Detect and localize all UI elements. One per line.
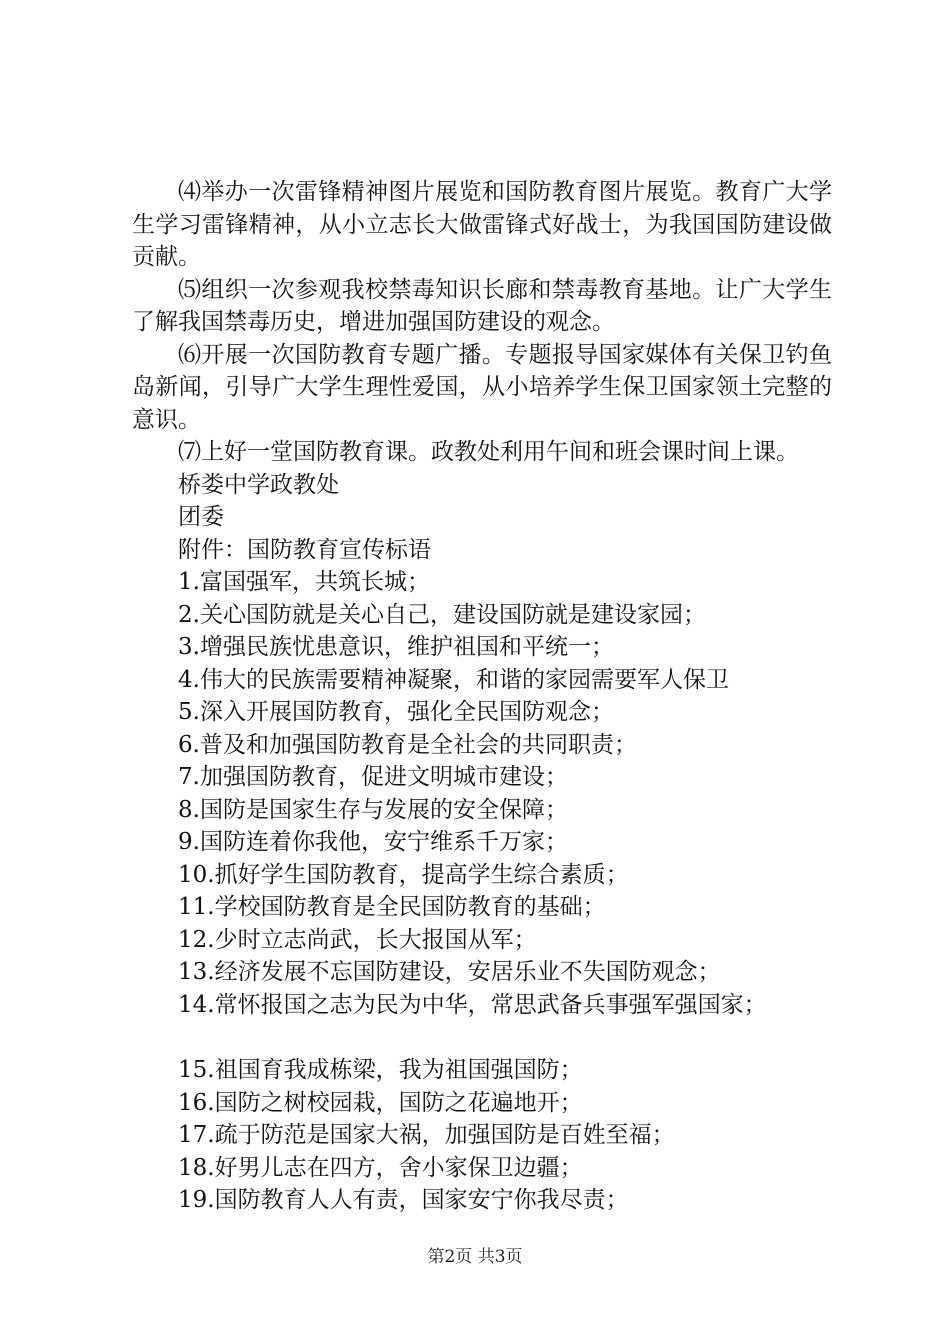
slogan-item: 9.国防连着你我他，安宁维系千万家； bbox=[178, 829, 568, 855]
signature-org: 桥娄中学政教处 bbox=[178, 471, 339, 498]
slogan-item: 19.国防教育人人有责，国家安宁你我尽责； bbox=[178, 1187, 629, 1213]
paragraph-4: ⑷举办一次雷锋精神图片展览和国防教育图片展览。教育广大学生学习雷锋精神，从小立志长大做雷锋式好战士，为我国国防建设做贡献。 bbox=[132, 179, 832, 270]
paragraph-6: ⑹开展一次国防教育专题广播。专题报导国家媒体有关保卫钓鱼岛新闻，引导广大学生理性爱国，从小培养学生保卫国家领土完整的意识。 bbox=[132, 341, 832, 433]
slogan-item: 1.富国强军，共筑长城； bbox=[178, 569, 430, 595]
page-footer: 第2页 共3页 bbox=[427, 1247, 523, 1267]
document-body bbox=[132, 176, 832, 1217]
slogan-item: 7.加强国防教育，促进文明城市建设； bbox=[178, 764, 568, 790]
slogan-item: 13.经济发展不忘国防建设，安居乐业不失国防观念； bbox=[178, 959, 721, 985]
slogan-item: 15.祖国育我成栋梁，我为祖国强国防； bbox=[178, 1057, 583, 1083]
slogan-item: 5.深入开展国防教育，强化全民国防观念； bbox=[178, 699, 614, 725]
blank-line bbox=[132, 1021, 832, 1054]
slogan-item: 3.增强民族忧患意识，维护祖国和平统一； bbox=[178, 634, 614, 660]
signature-org-2: 团委 bbox=[178, 504, 224, 530]
slogan-item: 2.关心国防就是关心自己，建设国防就是建设家园； bbox=[178, 601, 706, 628]
slogan-item: 10.抓好学生国防教育，提高学生综合素质； bbox=[178, 861, 629, 888]
paragraph-7: ⑺上好一堂国防教育课。政教处利用午间和班会课时间上课。 bbox=[178, 439, 799, 465]
slogan-list bbox=[132, 566, 832, 1217]
slogan-item: 16.国防之树校园栽，国防之花遍地开； bbox=[178, 1089, 583, 1116]
slogan-item: 18.好男儿志在四方，舍小家保卫边疆； bbox=[178, 1154, 583, 1181]
attachment-title: 附件：国防教育宣传标语 bbox=[178, 536, 431, 563]
slogan-item: 8.国防是国家生存与发展的安全保障； bbox=[178, 796, 568, 823]
slogan-item: 6.普及和加强国防教育是全社会的共同职责； bbox=[178, 731, 637, 758]
slogan-item: 12.少时立志尚武，长大报国从军； bbox=[178, 926, 537, 953]
slogan-item: 4.伟大的民族需要精神凝聚，和谐的家园需要军人保卫 bbox=[178, 666, 729, 693]
slogan-item: 11.学校国防教育是全民国防教育的基础； bbox=[178, 894, 606, 920]
slogan-item: 17.疏于防范是国家大祸，加强国防是百姓至福； bbox=[178, 1122, 675, 1148]
slogan-item: 14.常怀报国之志为民为中华，常思武备兵事强军强国家； bbox=[178, 991, 767, 1018]
paragraph-5: ⑸组织一次参观我校禁毒知识长廊和禁毒教育基地。让广大学生了解我国禁毒历史，增进加强国防建设的观念。 bbox=[132, 276, 832, 335]
